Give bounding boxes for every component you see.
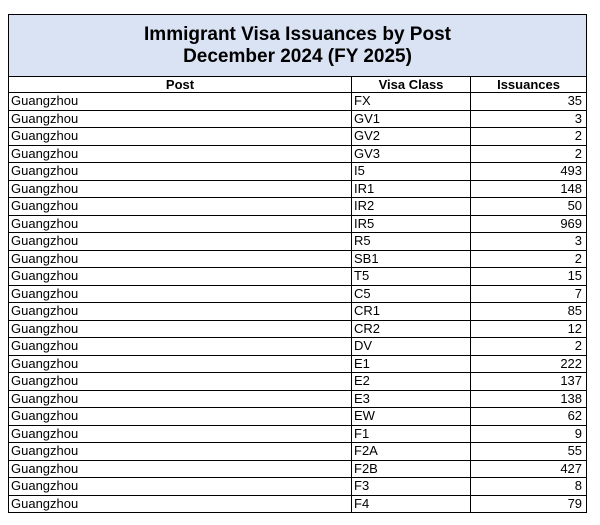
issuances-cell: 8 xyxy=(471,478,587,496)
table-row xyxy=(9,355,587,373)
post-cell: Guangzhou xyxy=(9,250,352,268)
visa-class-cell: IR2 xyxy=(352,198,471,216)
table-row xyxy=(9,93,587,111)
issuances-cell: 3 xyxy=(471,110,587,128)
visa-class-cell: GV3 xyxy=(352,145,471,163)
post-cell: Guangzhou xyxy=(9,128,352,146)
issuances-cell: 2 xyxy=(471,128,587,146)
report-title xyxy=(9,15,587,77)
post-cell: Guangzhou xyxy=(9,215,352,233)
post-cell: Guangzhou xyxy=(9,390,352,408)
visa-class-cell: E3 xyxy=(352,390,471,408)
post-cell: Guangzhou xyxy=(9,145,352,163)
post-cell: Guangzhou xyxy=(9,198,352,216)
table-row xyxy=(9,215,587,233)
table-row xyxy=(9,163,587,181)
visa-class-cell: IR5 xyxy=(352,215,471,233)
visa-class-cell: F2A xyxy=(352,443,471,461)
table-row xyxy=(9,250,587,268)
table-row xyxy=(9,145,587,163)
post-cell: Guangzhou xyxy=(9,338,352,356)
post-cell: Guangzhou xyxy=(9,443,352,461)
post-cell: Guangzhou xyxy=(9,495,352,513)
issuances-cell: 50 xyxy=(471,198,587,216)
post-cell: Guangzhou xyxy=(9,478,352,496)
post-cell: Guangzhou xyxy=(9,373,352,391)
visa-class-cell: T5 xyxy=(352,268,471,286)
post-cell: Guangzhou xyxy=(9,180,352,198)
column-header-issuances: Issuances xyxy=(471,77,587,93)
header-row xyxy=(9,77,587,93)
table-row xyxy=(9,408,587,426)
table-row xyxy=(9,390,587,408)
table-row xyxy=(9,460,587,478)
visa-class-cell: I5 xyxy=(352,163,471,181)
post-cell: Guangzhou xyxy=(9,93,352,111)
issuances-cell: 79 xyxy=(471,495,587,513)
post-cell: Guangzhou xyxy=(9,320,352,338)
report-title-line2: December 2024 (FY 2025) xyxy=(183,45,412,67)
table-row xyxy=(9,373,587,391)
post-cell: Guangzhou xyxy=(9,163,352,181)
table-row xyxy=(9,180,587,198)
table-row xyxy=(9,128,587,146)
visa-class-cell: C5 xyxy=(352,285,471,303)
post-cell: Guangzhou xyxy=(9,460,352,478)
report-title-line1: Immigrant Visa Issuances by Post xyxy=(144,23,451,45)
post-cell: Guangzhou xyxy=(9,408,352,426)
issuances-cell: 7 xyxy=(471,285,587,303)
issuances-cell: 2 xyxy=(471,338,587,356)
issuances-table xyxy=(8,14,587,513)
issuances-cell: 55 xyxy=(471,443,587,461)
visa-class-cell: EW xyxy=(352,408,471,426)
visa-class-cell: DV xyxy=(352,338,471,356)
issuances-cell: 969 xyxy=(471,215,587,233)
visa-class-cell: F3 xyxy=(352,478,471,496)
visa-class-cell: CR2 xyxy=(352,320,471,338)
issuances-cell: 2 xyxy=(471,145,587,163)
visa-class-cell: E1 xyxy=(352,355,471,373)
issuances-cell: 9 xyxy=(471,425,587,443)
issuances-cell: 222 xyxy=(471,355,587,373)
issuances-cell: 137 xyxy=(471,373,587,391)
issuances-cell: 3 xyxy=(471,233,587,251)
post-cell: Guangzhou xyxy=(9,425,352,443)
visa-class-cell: F2B xyxy=(352,460,471,478)
column-header-post: Post xyxy=(9,77,352,93)
issuances-cell: 138 xyxy=(471,390,587,408)
table-row xyxy=(9,285,587,303)
post-cell: Guangzhou xyxy=(9,285,352,303)
table-row xyxy=(9,425,587,443)
issuances-cell: 12 xyxy=(471,320,587,338)
visa-class-cell: SB1 xyxy=(352,250,471,268)
table-row xyxy=(9,443,587,461)
column-header-visa-class: Visa Class xyxy=(352,77,471,93)
table-row xyxy=(9,110,587,128)
table-row xyxy=(9,320,587,338)
issuances-cell: 493 xyxy=(471,163,587,181)
issuances-cell: 62 xyxy=(471,408,587,426)
visa-class-cell: R5 xyxy=(352,233,471,251)
visa-class-cell: F1 xyxy=(352,425,471,443)
table-row xyxy=(9,478,587,496)
table-row xyxy=(9,495,587,513)
visa-class-cell: E2 xyxy=(352,373,471,391)
post-cell: Guangzhou xyxy=(9,233,352,251)
table-row xyxy=(9,268,587,286)
issuances-cell: 15 xyxy=(471,268,587,286)
visa-class-cell: CR1 xyxy=(352,303,471,321)
visa-class-cell: GV1 xyxy=(352,110,471,128)
issuances-cell: 148 xyxy=(471,180,587,198)
issuances-cell: 85 xyxy=(471,303,587,321)
table-row xyxy=(9,338,587,356)
post-cell: Guangzhou xyxy=(9,110,352,128)
issuances-cell: 2 xyxy=(471,250,587,268)
visa-class-cell: IR1 xyxy=(352,180,471,198)
post-cell: Guangzhou xyxy=(9,303,352,321)
issuances-cell: 427 xyxy=(471,460,587,478)
visa-class-cell: F4 xyxy=(352,495,471,513)
post-cell: Guangzhou xyxy=(9,355,352,373)
issuances-cell: 35 xyxy=(471,93,587,111)
visa-class-cell: GV2 xyxy=(352,128,471,146)
visa-class-cell: FX xyxy=(352,93,471,111)
table-body xyxy=(9,93,587,513)
table-row xyxy=(9,303,587,321)
post-cell: Guangzhou xyxy=(9,268,352,286)
table-row xyxy=(9,198,587,216)
table-row xyxy=(9,233,587,251)
